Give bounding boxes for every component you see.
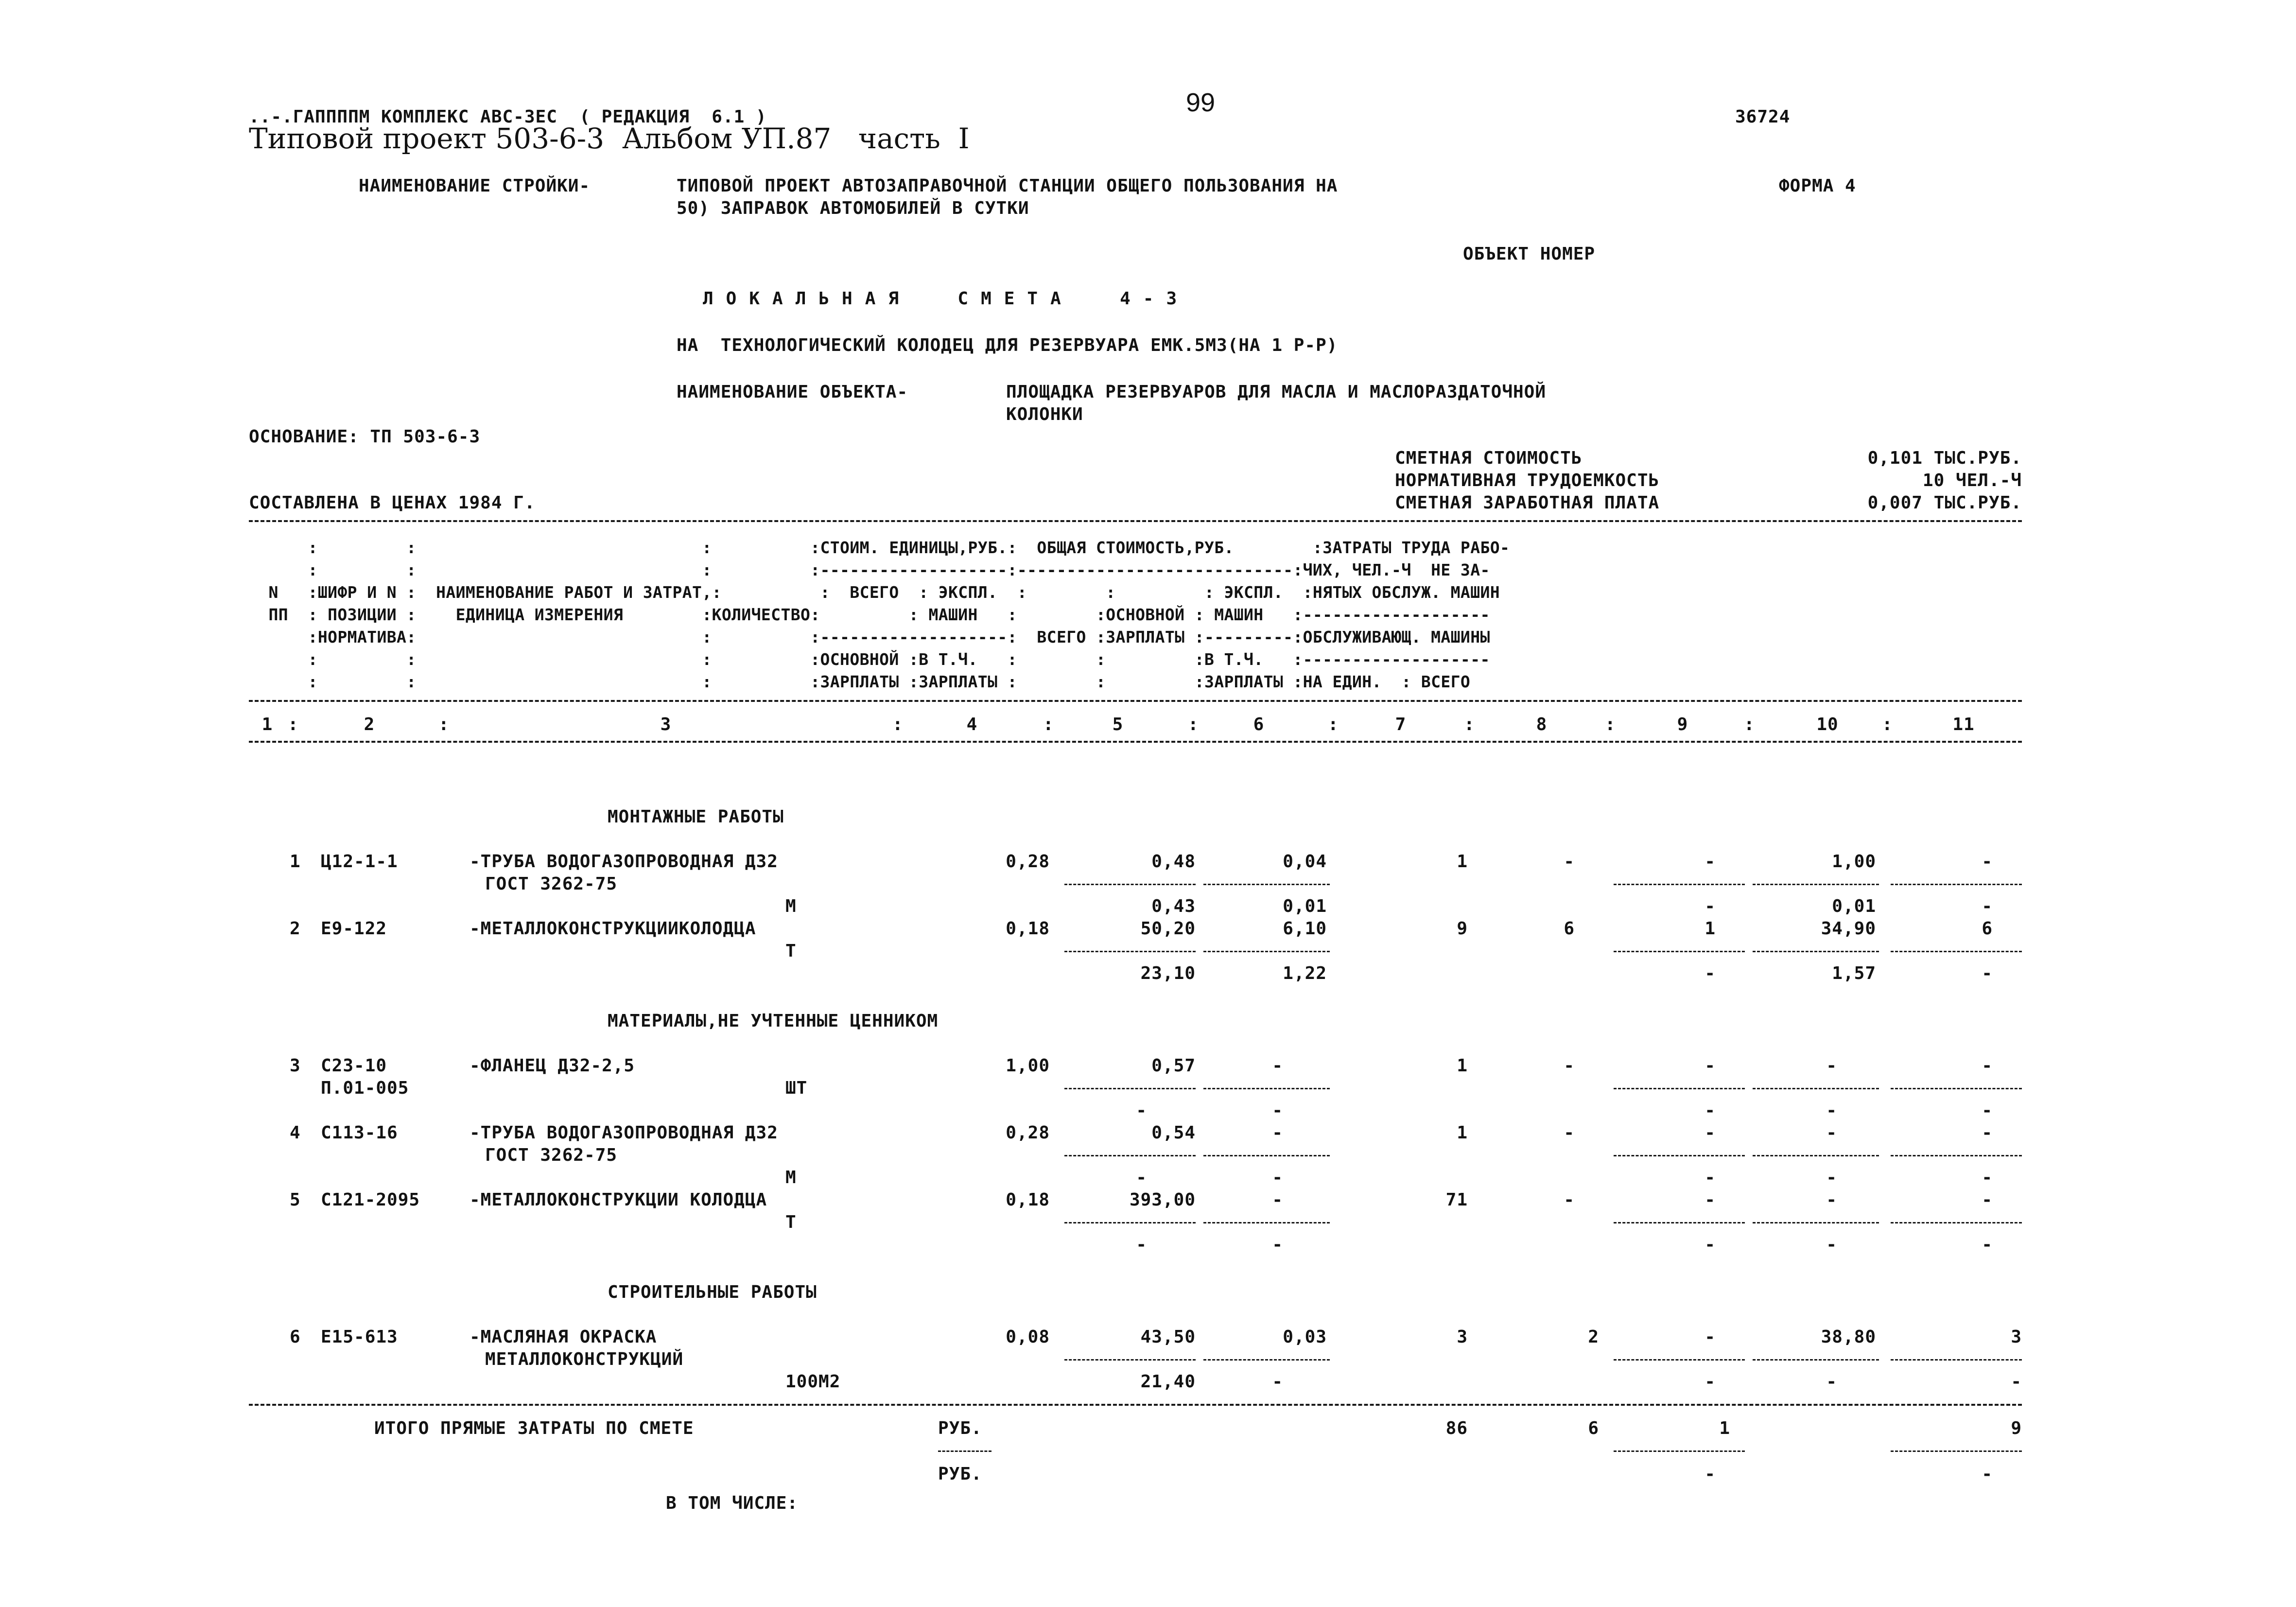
- section-title: МАТЕРИАЛЫ,НЕ УЧТЕННЫЕ ЦЕННИКОМ: [608, 1011, 939, 1031]
- row-total-wages: 6: [1564, 919, 1575, 939]
- column-separator: :: [1882, 715, 1893, 734]
- row-total-machines: -: [1705, 1327, 1716, 1347]
- row-name: -МЕТАЛЛОКОНСТРУКЦИИКОЛОДЦА: [470, 919, 756, 939]
- estimate-subtitle: НА ТЕХНОЛОГИЧЕСКИЙ КОЛОДЕЦ ДЛЯ РЕЗЕРВУАРА ЕМК.5МЗ(НА 1 Р-Р): [677, 335, 1338, 355]
- row-unit-total: 43,50: [1140, 1327, 1196, 1347]
- column-number: 2: [364, 715, 375, 734]
- column-separator: :: [438, 715, 450, 734]
- row-unit-machine-wages: 1,22: [1283, 963, 1327, 983]
- row-unit-machine-wages: -: [1272, 1235, 1283, 1255]
- row-unit-machine-wages: 0,01: [1283, 896, 1327, 916]
- column-separator: :: [1464, 715, 1475, 734]
- row-code: Е9-122: [321, 919, 387, 939]
- row-name-2: МЕТАЛЛОКОНСТРУКЦИЙ: [485, 1349, 684, 1369]
- row-unit-wages: 21,40: [1140, 1372, 1196, 1392]
- row-unit: 100М2: [785, 1372, 841, 1392]
- row-labor-total: 3: [2011, 1327, 2022, 1347]
- row-total-wages: 2: [1588, 1327, 1599, 1347]
- row-total: 71: [1445, 1190, 1468, 1210]
- row-total-wages: -: [1564, 1056, 1575, 1076]
- prices-year: СОСТАВЛЕНА В ЦЕНАХ 1984 Г.: [249, 493, 536, 513]
- sub-rule: [1753, 884, 1879, 885]
- row-name: -ТРУБА ВОДОГАЗОПРОВОДНАЯ Д32: [470, 852, 778, 872]
- row-labor-total: -: [1982, 852, 1993, 872]
- row-total-machine-wages: -: [1705, 1372, 1716, 1392]
- sub-rule: [1891, 1088, 2022, 1089]
- sub-rule: [1614, 1222, 1745, 1223]
- summary-label-labor: НОРМАТИВНАЯ ТРУДОЕМКОСТЬ: [1395, 471, 1660, 490]
- totals-rule: [249, 1404, 2022, 1406]
- row-total-machine-wages: -: [1705, 1168, 1716, 1188]
- object-name-2: КОЛОНКИ: [1006, 404, 1083, 424]
- column-number: 1: [261, 715, 273, 734]
- summary-label-wage: СМЕТНАЯ ЗАРАБОТНАЯ ПЛАТА: [1395, 493, 1660, 513]
- row-unit-total: 0,54: [1151, 1123, 1196, 1143]
- row-unit: Т: [785, 941, 797, 961]
- column-separator: :: [288, 715, 299, 734]
- row-number: 4: [290, 1123, 301, 1143]
- column-number: 6: [1253, 715, 1265, 734]
- row-total-machine-wages: -: [1705, 963, 1716, 983]
- row-unit-wages: -: [1136, 1168, 1147, 1188]
- sub-rule: [1203, 884, 1330, 885]
- doc-code: 36724: [1735, 107, 1791, 127]
- row-total-wages: -: [1564, 1190, 1575, 1210]
- row-total-machines: -: [1705, 852, 1716, 872]
- row-name: -ФЛАНЕЦ Д32-2,5: [470, 1056, 635, 1076]
- column-number: 10: [1816, 715, 1839, 734]
- sub-rule: [1614, 1450, 1745, 1452]
- row-total: 3: [1457, 1327, 1468, 1347]
- row-labor-total-b: -: [1982, 1168, 1993, 1188]
- row-quantity: 0,18: [1006, 1190, 1050, 1210]
- column-separator: :: [1043, 715, 1054, 734]
- row-unit-machine-wages: -: [1272, 1100, 1283, 1120]
- sub-rule: [1614, 1359, 1745, 1361]
- row-name-2: ГОСТ 3262-75: [485, 1145, 618, 1165]
- totals-labor-b: -: [1982, 1464, 1993, 1484]
- row-total-machine-wages: -: [1705, 1235, 1716, 1255]
- sub-rule: [1203, 1155, 1330, 1156]
- column-number: 8: [1536, 715, 1548, 734]
- construction-name-1: ТИПОВОЙ ПРОЕКТ АВТОЗАПРАВОЧНОЙ СТАНЦИИ ОБЩЕГО ПОЛЬЗОВАНИЯ НА: [677, 176, 1338, 196]
- construction-name-2: 50) ЗАПРАВОК АВТОМОБИЛЕЙ В СУТКИ: [677, 198, 1029, 218]
- row-number: 2: [290, 919, 301, 939]
- sub-rule: [1753, 1155, 1879, 1156]
- sub-rule: [1753, 1359, 1879, 1361]
- row-labor-total-b: -: [1982, 1100, 1993, 1120]
- row-quantity: 0,18: [1006, 919, 1050, 939]
- sub-rule: [1203, 951, 1330, 952]
- row-total-machine-wages: -: [1705, 1100, 1716, 1120]
- row-total: 9: [1457, 919, 1468, 939]
- summary-value-wage: 0,007 ТЫС.РУБ.: [1867, 493, 2022, 513]
- summary-value-cost: 0,101 ТЫС.РУБ.: [1867, 448, 2022, 468]
- row-labor-total-b: -: [1982, 963, 1993, 983]
- row-code: С113-16: [321, 1123, 398, 1143]
- column-separator: :: [1188, 715, 1199, 734]
- row-code: Ц12-1-1: [321, 852, 398, 872]
- sub-rule: [1614, 951, 1745, 952]
- sub-rule: [1203, 1222, 1330, 1223]
- row-unit: М: [785, 1168, 797, 1188]
- column-separator: :: [1744, 715, 1755, 734]
- totals-machines: 1: [1719, 1418, 1730, 1438]
- row-total-wages: -: [1564, 1123, 1575, 1143]
- basis: ОСНОВАНИЕ: ТП 503-6-3: [249, 427, 481, 447]
- row-unit-wages: 0,43: [1151, 896, 1196, 916]
- row-unit-machines: 0,04: [1283, 852, 1327, 872]
- sub-rule: [1753, 1222, 1879, 1223]
- table-header-line: N :ШИФР И N : НАИМЕНОВАНИЕ РАБОТ И ЗАТРАТ,: : ВСЕГО : ЭКСПЛ. : : : ЭКСПЛ. :НЯТЫХ ОБСЛУЖ. МАШИН: [249, 583, 1500, 602]
- object-name-1: ПЛОЩАДКА РЕЗЕРВУАРОВ ДЛЯ МАСЛА И МАСЛОРАЗДАТОЧНОЙ: [1006, 382, 1547, 402]
- row-unit: Т: [785, 1212, 797, 1232]
- sub-rule: [1891, 1359, 2022, 1361]
- row-unit-wages: -: [1136, 1235, 1147, 1255]
- row-number: 6: [290, 1327, 301, 1347]
- sub-rule: [1891, 1450, 2022, 1452]
- header-rule-bottom: [249, 741, 2022, 743]
- column-separator: :: [892, 715, 904, 734]
- row-code: С23-10: [321, 1056, 387, 1076]
- totals-unit-2: РУБ.: [938, 1464, 982, 1484]
- column-number: 7: [1395, 715, 1407, 734]
- row-number: 3: [290, 1056, 301, 1076]
- header-rule-top: [249, 520, 2022, 522]
- row-labor-unit-b: -: [1826, 1168, 1837, 1188]
- summary-label-cost: СМЕТНАЯ СТОИМОСТЬ: [1395, 448, 1583, 468]
- totals-label: ИТОГО ПРЯМЫЕ ЗАТРАТЫ ПО СМЕТЕ: [374, 1418, 694, 1438]
- sub-rule: [1614, 1155, 1745, 1156]
- totals-labor: 9: [2011, 1418, 2022, 1438]
- section-title: СТРОИТЕЛЬНЫЕ РАБОТЫ: [608, 1282, 817, 1302]
- row-quantity: 0,28: [1006, 852, 1050, 872]
- row-labor-total: -: [1982, 1190, 1993, 1210]
- column-number: 5: [1112, 715, 1124, 734]
- row-labor-unit-b: -: [1826, 1235, 1837, 1255]
- row-labor-unit: -: [1826, 1056, 1837, 1076]
- row-unit-total: 0,48: [1151, 852, 1196, 872]
- row-labor-unit: 38,80: [1821, 1327, 1876, 1347]
- row-unit-wages: 23,10: [1140, 963, 1196, 983]
- totals-total: 86: [1445, 1418, 1468, 1438]
- sub-rule: [1614, 1088, 1745, 1089]
- sub-rule: [1064, 951, 1196, 952]
- table-header-line: : : : :СТОИМ. ЕДИНИЦЫ,РУБ.: ОБЩАЯ СТОИМОСТЬ,РУБ. :ЗАТРАТЫ ТРУДА РАБО-: [249, 538, 1510, 557]
- row-code: Е15-613: [321, 1327, 398, 1347]
- row-unit-total: 50,20: [1140, 919, 1196, 939]
- sub-rule: [1753, 1088, 1879, 1089]
- sub-rule: [1203, 1359, 1330, 1361]
- sub-rule: [1891, 1155, 2022, 1156]
- row-quantity: 1,00: [1006, 1056, 1050, 1076]
- row-total: 1: [1457, 1056, 1468, 1076]
- sub-rule: [1064, 1088, 1196, 1089]
- row-labor-unit: 1,00: [1832, 852, 1876, 872]
- row-labor-unit-b: 1,57: [1832, 963, 1876, 983]
- row-labor-unit: -: [1826, 1190, 1837, 1210]
- row-unit: ШТ: [785, 1078, 808, 1098]
- row-number: 1: [290, 852, 301, 872]
- row-labor-total-b: -: [1982, 1235, 1993, 1255]
- sub-rule: [1203, 1088, 1330, 1089]
- estimate-title: ЛОКАЛЬНАЯ СМЕТА 4-3: [703, 289, 1190, 309]
- sub-rule: [1614, 884, 1745, 885]
- table-header-line: : : : :ОСНОВНОЙ :В Т.Ч. : : :В Т.Ч. :-------------------: [249, 650, 1490, 669]
- row-unit: М: [785, 896, 797, 916]
- table-header-line: ПП : ПОЗИЦИИ : ЕДИНИЦА ИЗМЕРЕНИЯ :КОЛИЧЕСТВО: : МАШИН : :ОСНОВНОЙ : МАШИН :-------------------: [249, 605, 1490, 624]
- table-header-line: : : : :-------------------:----------------------------:ЧИХ, ЧЕЛ.-Ч НЕ ЗА-: [249, 560, 1490, 579]
- sub-rule: [1064, 1359, 1196, 1361]
- sub-rule: [1064, 1155, 1196, 1156]
- row-labor-total-b: -: [1982, 896, 1993, 916]
- sub-rule: [1891, 1222, 2022, 1223]
- row-quantity: 0,08: [1006, 1327, 1050, 1347]
- row-labor-total: -: [1982, 1123, 1993, 1143]
- row-unit-machines: 0,03: [1283, 1327, 1327, 1347]
- row-name: -МАСЛЯНАЯ ОКРАСКА: [470, 1327, 657, 1347]
- row-unit-total: 393,00: [1129, 1190, 1196, 1210]
- complex-line: ..-.ГАППППМ КОМПЛЕКС АВС-ЗЕС ( РЕДАКЦИЯ 6.1 ): [249, 107, 767, 127]
- row-total-wages: -: [1564, 852, 1575, 872]
- row-unit-machines: -: [1272, 1123, 1283, 1143]
- row-unit-machines: -: [1272, 1190, 1283, 1210]
- column-number: 3: [660, 715, 672, 734]
- object-number: ОБЪЕКТ НОМЕР: [1463, 244, 1596, 264]
- row-name: -ТРУБА ВОДОГАЗОПРОВОДНАЯ Д32: [470, 1123, 778, 1143]
- row-labor-unit: -: [1826, 1123, 1837, 1143]
- row-code-2: П.01-005: [321, 1078, 409, 1098]
- totals-machine-wages: -: [1705, 1464, 1716, 1484]
- row-labor-total: 6: [1982, 919, 1993, 939]
- section-title: МОНТАЖНЫЕ РАБОТЫ: [608, 807, 784, 827]
- row-unit-machine-wages: -: [1272, 1168, 1283, 1188]
- row-total-machines: 1: [1705, 919, 1716, 939]
- row-total-machine-wages: -: [1705, 896, 1716, 916]
- row-unit-wages: -: [1136, 1100, 1147, 1120]
- page-number: 99: [1186, 88, 1216, 117]
- row-labor-unit-b: -: [1826, 1100, 1837, 1120]
- totals-wages: 6: [1588, 1418, 1599, 1438]
- column-separator: :: [1328, 715, 1339, 734]
- column-number: 11: [1952, 715, 1975, 734]
- project-line: Типовой проект 503-6-3 Альбом УП.87 часть I: [249, 122, 970, 155]
- sub-rule: [1891, 884, 2022, 885]
- row-name-2: ГОСТ 3262-75: [485, 874, 618, 894]
- sub-rule: [1064, 1222, 1196, 1223]
- row-labor-total: -: [1982, 1056, 1993, 1076]
- summary-value-labor: 10 ЧЕЛ.-Ч: [1922, 471, 2022, 490]
- row-total-machines: -: [1705, 1123, 1716, 1143]
- table-header-line: :НОРМАТИВА: : :-------------------: ВСЕГО :ЗАРПЛАТЫ :---------:ОБСЛУЖИВАЮЩ. МАШИНЫ: [249, 628, 1490, 646]
- row-number: 5: [290, 1190, 301, 1210]
- row-unit-machine-wages: -: [1272, 1372, 1283, 1392]
- column-separator: :: [1605, 715, 1616, 734]
- row-labor-unit-b: -: [1826, 1372, 1837, 1392]
- row-unit-machines: 6,10: [1283, 919, 1327, 939]
- totals-unit: РУБ.: [938, 1418, 982, 1438]
- row-total: 1: [1457, 1123, 1468, 1143]
- row-unit-total: 0,57: [1151, 1056, 1196, 1076]
- form-label: ФОРМА 4: [1779, 176, 1856, 196]
- construction-label: НАИМЕНОВАНИЕ СТРОЙКИ-: [359, 176, 591, 196]
- row-total-machines: -: [1705, 1190, 1716, 1210]
- row-labor-total-b: -: [2011, 1372, 2022, 1392]
- row-labor-unit-b: 0,01: [1832, 896, 1876, 916]
- sub-rule: [1064, 884, 1196, 885]
- column-number: 9: [1677, 715, 1688, 734]
- header-rule-mid: [249, 700, 2022, 702]
- sub-rule: [1891, 951, 2022, 952]
- totals-including: В ТОМ ЧИСЛЕ:: [666, 1493, 799, 1513]
- column-number: 4: [966, 715, 978, 734]
- row-name: -МЕТАЛЛОКОНСТРУКЦИИ КОЛОДЦА: [470, 1190, 767, 1210]
- sub-rule: [1753, 951, 1879, 952]
- object-label: НАИМЕНОВАНИЕ ОБЪЕКТА-: [677, 382, 908, 402]
- row-code: С121-2095: [321, 1190, 420, 1210]
- row-quantity: 0,28: [1006, 1123, 1050, 1143]
- row-total-machines: -: [1705, 1056, 1716, 1076]
- row-labor-unit: 34,90: [1821, 919, 1876, 939]
- row-unit-machines: -: [1272, 1056, 1283, 1076]
- table-header-line: : : : :ЗАРПЛАТЫ :ЗАРПЛАТЫ : : :ЗАРПЛАТЫ :НА ЕДИН. : ВСЕГО: [249, 672, 1471, 691]
- row-total: 1: [1457, 852, 1468, 872]
- sub-rule: [938, 1450, 991, 1452]
